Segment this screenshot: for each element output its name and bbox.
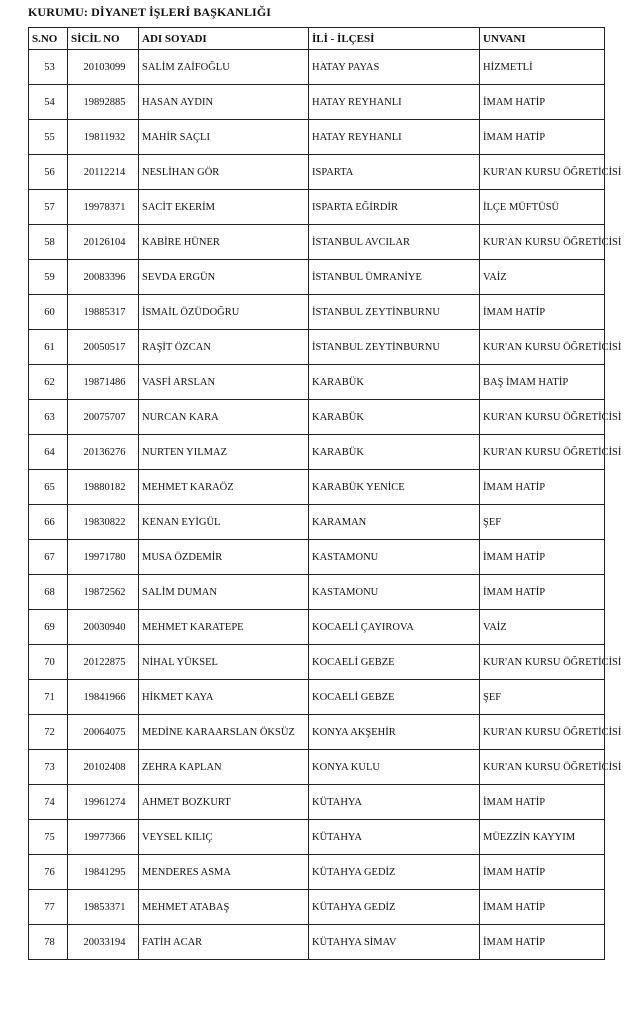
cell-title: İMAM HATİP: [480, 890, 605, 925]
cell-title: KUR'AN KURSU ÖĞRETİCİSİ: [480, 225, 605, 260]
cell-sicil-no: 19880182: [68, 470, 139, 505]
cell-sno: 60: [29, 295, 68, 330]
table-row: [29, 155, 605, 190]
cell-title: KUR'AN KURSU ÖĞRETİCİSİ: [480, 155, 605, 190]
table-row: [29, 855, 605, 890]
table-row: [29, 925, 605, 960]
cell-name: İSMAİL ÖZÜDOĞRU: [139, 295, 309, 330]
cell-name: KENAN EYİGÜL: [139, 505, 309, 540]
cell-sno: 57: [29, 190, 68, 225]
cell-sno: 75: [29, 820, 68, 855]
cell-title: İMAM HATİP: [480, 540, 605, 575]
table-row: [29, 400, 605, 435]
cell-sno: 66: [29, 505, 68, 540]
cell-sicil-no: 20064075: [68, 715, 139, 750]
cell-sno: 58: [29, 225, 68, 260]
cell-title: KUR'AN KURSU ÖĞRETİCİSİ: [480, 645, 605, 680]
cell-sicil-no: 19892885: [68, 85, 139, 120]
cell-sno: 70: [29, 645, 68, 680]
cell-name: VEYSEL KILIÇ: [139, 820, 309, 855]
cell-title: MÜEZZİN KAYYIM: [480, 820, 605, 855]
cell-sicil-no: 19830822: [68, 505, 139, 540]
cell-city-district: ISPARTA EĞİRDİR: [309, 190, 480, 225]
cell-sno: 55: [29, 120, 68, 155]
cell-sno: 54: [29, 85, 68, 120]
cell-sicil-no: 20122875: [68, 645, 139, 680]
table-row: [29, 120, 605, 155]
cell-city-district: KÜTAHYA: [309, 785, 480, 820]
cell-title: VAİZ: [480, 610, 605, 645]
table-row: [29, 715, 605, 750]
table-row: [29, 365, 605, 400]
cell-sno: 73: [29, 750, 68, 785]
cell-sno: 72: [29, 715, 68, 750]
table-row: [29, 575, 605, 610]
cell-sno: 78: [29, 925, 68, 960]
cell-city-district: İSTANBUL ÜMRANİYE: [309, 260, 480, 295]
cell-sicil-no: 20102408: [68, 750, 139, 785]
cell-sicil-no: 19841966: [68, 680, 139, 715]
cell-sno: 67: [29, 540, 68, 575]
cell-title: İMAM HATİP: [480, 575, 605, 610]
cell-city-district: KOCAELİ GEBZE: [309, 680, 480, 715]
cell-sicil-no: 19977366: [68, 820, 139, 855]
table-row: [29, 225, 605, 260]
cell-title: HİZMETLİ: [480, 50, 605, 85]
header-name: ADI SOYADI: [139, 28, 309, 50]
cell-title: KUR'AN KURSU ÖĞRETİCİSİ: [480, 750, 605, 785]
cell-sicil-no: 20136276: [68, 435, 139, 470]
page-title: KURUMU: DİYANET İŞLERİ BAŞKANLIĞI: [28, 5, 272, 19]
cell-title: İMAM HATİP: [480, 785, 605, 820]
cell-sno: 64: [29, 435, 68, 470]
cell-city-district: KONYA AKŞEHİR: [309, 715, 480, 750]
cell-title: KUR'AN KURSU ÖĞRETİCİSİ: [480, 435, 605, 470]
cell-sicil-no: 19885317: [68, 295, 139, 330]
cell-name: AHMET BOZKURT: [139, 785, 309, 820]
cell-city-district: HATAY PAYAS: [309, 50, 480, 85]
cell-name: MENDERES ASMA: [139, 855, 309, 890]
cell-sicil-no: 19853371: [68, 890, 139, 925]
cell-sicil-no: 20083396: [68, 260, 139, 295]
cell-city-district: İSTANBUL ZEYTİNBURNU: [309, 295, 480, 330]
table-header-row: [29, 28, 605, 50]
table-row: [29, 645, 605, 680]
cell-city-district: KARAMAN: [309, 505, 480, 540]
cell-sno: 74: [29, 785, 68, 820]
cell-sno: 77: [29, 890, 68, 925]
table-row: [29, 470, 605, 505]
cell-city-district: KONYA KULU: [309, 750, 480, 785]
table-row: [29, 890, 605, 925]
cell-name: MEHMET ATABAŞ: [139, 890, 309, 925]
cell-name: NİHAL YÜKSEL: [139, 645, 309, 680]
cell-city-district: İSTANBUL AVCILAR: [309, 225, 480, 260]
cell-name: FATİH ACAR: [139, 925, 309, 960]
cell-sno: 62: [29, 365, 68, 400]
cell-sicil-no: 19871486: [68, 365, 139, 400]
cell-city-district: KARABÜK: [309, 400, 480, 435]
cell-sno: 59: [29, 260, 68, 295]
cell-sicil-no: 20126104: [68, 225, 139, 260]
cell-sno: 61: [29, 330, 68, 365]
cell-name: NURTEN YILMAZ: [139, 435, 309, 470]
cell-sno: 68: [29, 575, 68, 610]
cell-city-district: ISPARTA: [309, 155, 480, 190]
cell-sno: 76: [29, 855, 68, 890]
table-row: [29, 260, 605, 295]
cell-sicil-no: 20075707: [68, 400, 139, 435]
table-row: [29, 540, 605, 575]
cell-name: NESLİHAN GÖR: [139, 155, 309, 190]
cell-title: KUR'AN KURSU ÖĞRETİCİSİ: [480, 715, 605, 750]
cell-sicil-no: 20103099: [68, 50, 139, 85]
table-row: [29, 50, 605, 85]
table-row: [29, 820, 605, 855]
cell-sicil-no: 19811932: [68, 120, 139, 155]
cell-sno: 65: [29, 470, 68, 505]
cell-city-district: KÜTAHYA GEDİZ: [309, 890, 480, 925]
cell-name: MEDİNE KARAARSLAN ÖKSÜZ: [139, 715, 309, 750]
cell-title: KUR'AN KURSU ÖĞRETİCİSİ: [480, 330, 605, 365]
cell-sno: 69: [29, 610, 68, 645]
cell-sno: 71: [29, 680, 68, 715]
cell-sicil-no: 19961274: [68, 785, 139, 820]
cell-city-district: KARABÜK: [309, 365, 480, 400]
cell-name: MUSA ÖZDEMİR: [139, 540, 309, 575]
cell-name: SEVDA ERGÜN: [139, 260, 309, 295]
header-sno: S.NO: [29, 28, 68, 50]
cell-title: İMAM HATİP: [480, 925, 605, 960]
table-row: [29, 750, 605, 785]
cell-name: NURCAN KARA: [139, 400, 309, 435]
cell-city-district: KÜTAHYA GEDİZ: [309, 855, 480, 890]
cell-name: SALİM ZAİFOĞLU: [139, 50, 309, 85]
table-row: [29, 330, 605, 365]
cell-name: RAŞİT ÖZCAN: [139, 330, 309, 365]
cell-name: ZEHRA KAPLAN: [139, 750, 309, 785]
table-row: [29, 190, 605, 225]
cell-name: SALİM DUMAN: [139, 575, 309, 610]
cell-city-district: KARABÜK: [309, 435, 480, 470]
table-row: [29, 680, 605, 715]
cell-city-district: KÜTAHYA SİMAV: [309, 925, 480, 960]
cell-city-district: KOCAELİ GEBZE: [309, 645, 480, 680]
cell-city-district: KASTAMONU: [309, 575, 480, 610]
cell-name: MEHMET KARAÖZ: [139, 470, 309, 505]
cell-sicil-no: 19841295: [68, 855, 139, 890]
cell-name: MAHİR SAÇLI: [139, 120, 309, 155]
cell-title: İMAM HATİP: [480, 855, 605, 890]
cell-sno: 63: [29, 400, 68, 435]
table-row: [29, 435, 605, 470]
table-row: [29, 610, 605, 645]
header-sicil-no: SİCİL NO: [68, 28, 139, 50]
table-row: [29, 785, 605, 820]
cell-city-district: HATAY REYHANLI: [309, 120, 480, 155]
cell-title: İMAM HATİP: [480, 295, 605, 330]
cell-name: VASFİ ARSLAN: [139, 365, 309, 400]
cell-title: İMAM HATİP: [480, 85, 605, 120]
cell-title: BAŞ İMAM HATİP: [480, 365, 605, 400]
cell-title: VAİZ: [480, 260, 605, 295]
cell-title: İLÇE MÜFTÜSÜ: [480, 190, 605, 225]
cell-title: ŞEF: [480, 680, 605, 715]
cell-title: ŞEF: [480, 505, 605, 540]
cell-title: KUR'AN KURSU ÖĞRETİCİSİ: [480, 400, 605, 435]
cell-sicil-no: 20030940: [68, 610, 139, 645]
cell-city-district: KÜTAHYA: [309, 820, 480, 855]
cell-name: KABİRE HÜNER: [139, 225, 309, 260]
cell-name: HİKMET KAYA: [139, 680, 309, 715]
header-title: UNVANI: [480, 28, 605, 50]
cell-city-district: İSTANBUL ZEYTİNBURNU: [309, 330, 480, 365]
cell-sicil-no: 20033194: [68, 925, 139, 960]
cell-sicil-no: 19971780: [68, 540, 139, 575]
cell-city-district: KARABÜK YENİCE: [309, 470, 480, 505]
personnel-table: [28, 27, 622, 960]
header-city-district: İLİ - İLÇESİ: [309, 28, 480, 50]
cell-sicil-no: 20112214: [68, 155, 139, 190]
cell-city-district: KASTAMONU: [309, 540, 480, 575]
cell-name: HASAN AYDIN: [139, 85, 309, 120]
cell-title: İMAM HATİP: [480, 120, 605, 155]
cell-name: MEHMET KARATEPE: [139, 610, 309, 645]
cell-title: İMAM HATİP: [480, 470, 605, 505]
cell-city-district: KOCAELİ ÇAYIROVA: [309, 610, 480, 645]
cell-name: SACİT EKERİM: [139, 190, 309, 225]
table-row: [29, 85, 605, 120]
cell-sno: 53: [29, 50, 68, 85]
cell-sno: 56: [29, 155, 68, 190]
cell-sicil-no: 19872562: [68, 575, 139, 610]
cell-city-district: HATAY REYHANLI: [309, 85, 480, 120]
cell-sicil-no: 20050517: [68, 330, 139, 365]
table-row: [29, 505, 605, 540]
table-row: [29, 295, 605, 330]
cell-sicil-no: 19978371: [68, 190, 139, 225]
